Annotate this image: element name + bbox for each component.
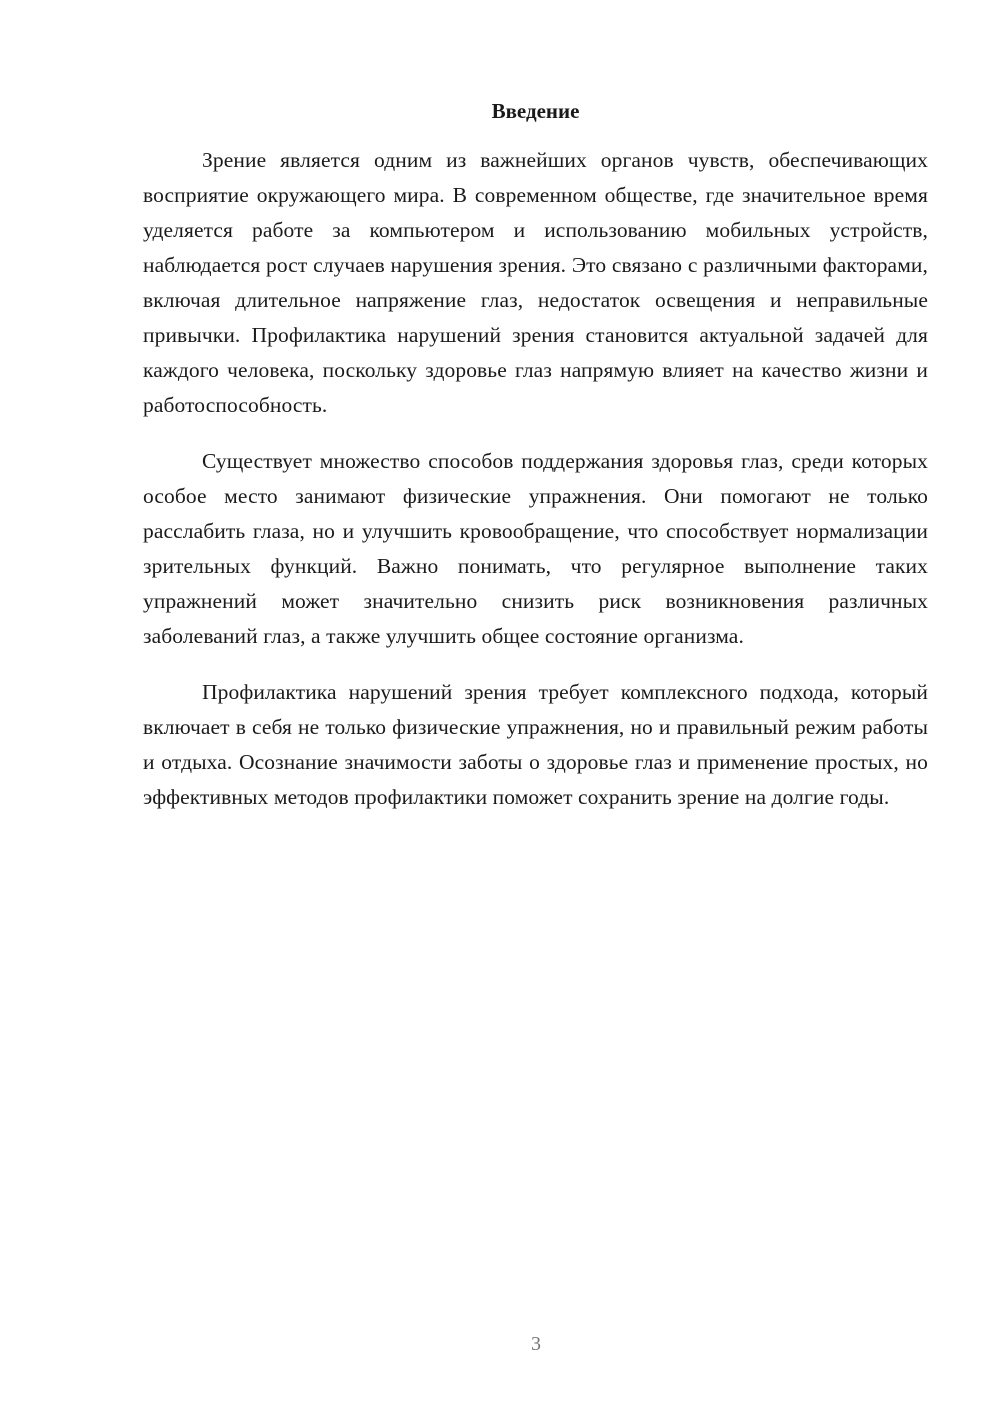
heading-container bbox=[143, 96, 928, 126]
body-text bbox=[143, 143, 928, 836]
paragraph-2: Существует множество способов поддержания здоровья глаз, среди которых особое место занимают физические упражнения. Они помогают не только расслабить глаза, но и улучшить кровообращение, что способствует нормализации зрительных функций. Важно понимать, что регулярное выполнение таких упражнений может значительно снизить риск возникновения различных заболеваний глаз, а также улучшить общее состояние организма. bbox=[143, 449, 928, 648]
paragraph-3: Профилактика нарушений зрения требует комплексного подхода, который включает в себя не только физические упражнения, но и правильный режим работы и отдыха. Осознание значимости заботы о здоровье глаз и применение простых, но эффективных методов профилактики поможет сохранить зрение на долгие годы. bbox=[143, 680, 928, 809]
paragraph-1: Зрение является одним из важнейших органов чувств, обеспечивающих восприятие окружающего мира. В современном обществе, где значительное время уделяется работе за компьютером и использованию мобильных устройств, наблюдается рост случаев нарушения зрения. Это связано с различными факторами, включая длительное напряжение глаз, недостаток освещения и неправильные привычки. Профилактика нарушений зрения становится актуальной задачей для каждого человека, поскольку здоровье глаз напрямую влияет на качество жизни и работоспособность. bbox=[143, 148, 928, 417]
section-heading: Введение bbox=[491, 99, 580, 123]
page-number: 3 bbox=[531, 1333, 541, 1355]
